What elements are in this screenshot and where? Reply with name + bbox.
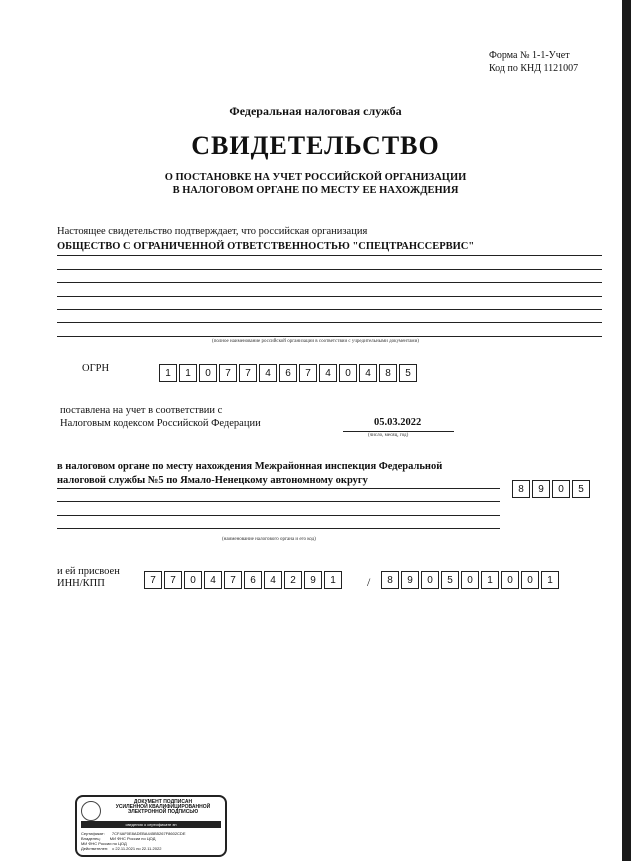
tax-office-code-digit: 8 [512, 480, 530, 498]
valid-value: с 22.11.2021 по 22.11.2022 [112, 846, 162, 851]
tax-line-4 [57, 528, 500, 529]
ogrn-digit: 0 [199, 364, 217, 382]
ogrn-digit: 1 [159, 364, 177, 382]
tax-office-code-digit: 9 [532, 480, 550, 498]
assigned-line-1: и ей присвоен [57, 566, 120, 577]
document-title: СВИДЕТЕЛЬСТВО [191, 131, 440, 160]
kpp-digit: 0 [461, 571, 479, 589]
owner-label: Владелец: [81, 836, 101, 841]
inn-digit: 9 [304, 571, 322, 589]
assigned-line-2: ИНН/КПП [57, 578, 105, 589]
kpp-digit: 1 [541, 571, 559, 589]
date-caption: (число, месяц, год) [368, 433, 409, 438]
kpp-digit: 0 [421, 571, 439, 589]
tax-office-code-digit: 0 [552, 480, 570, 498]
inn-kpp-separator: / [367, 575, 371, 589]
inn-digit: 4 [204, 571, 222, 589]
inn-digit: 1 [324, 571, 342, 589]
tax-office-code-cells [512, 480, 592, 498]
inn-digit: 4 [264, 571, 282, 589]
tax-office-caption: (наименование налогового органа и его код) [222, 537, 316, 542]
inn-digit: 7 [144, 571, 162, 589]
kpp-digit: 5 [441, 571, 459, 589]
cert-label: Сертификат: [81, 831, 105, 836]
inn-digit: 7 [164, 571, 182, 589]
org-line-1 [57, 255, 602, 256]
electronic-signature-stamp [75, 795, 227, 857]
ogrn-digit: 7 [299, 364, 317, 382]
inn-digit: 0 [184, 571, 202, 589]
tax-office-line-1: в налоговом органе по месту нахождения Межрайонная инспекция Федеральной [57, 461, 443, 472]
ogrn-label: ОГРН [82, 363, 110, 374]
inn-digit: 7 [224, 571, 242, 589]
emblem-icon [81, 801, 101, 821]
stamp-line-1: ДОКУМЕНТ ПОДПИСАН [133, 799, 193, 805]
subtitle-line-2: В НАЛОГОВОМ ОРГАНЕ ПО МЕСТУ ЕЕ НАХОЖДЕНИЯ [172, 185, 459, 196]
ogrn-digit: 1 [179, 364, 197, 382]
tax-office-line-2: налоговой службы №5 по Ямало-Ненецкому автономному округу [57, 475, 368, 486]
org-line-6 [57, 322, 602, 323]
org-line-7 [57, 336, 602, 337]
subtitle-line-1: О ПОСТАНОВКЕ НА УЧЕТ РОССИЙСКОЙ ОРГАНИЗАЦИИ [164, 172, 467, 183]
ogrn-digit: 4 [259, 364, 277, 382]
org-line-4 [57, 296, 602, 297]
knd-code: Код по КНД 1121007 [489, 63, 579, 74]
stamp-bar: сведения о сертификате эп [81, 821, 221, 828]
valid-label: Действителен: [81, 846, 109, 851]
tax-line-1 [57, 488, 500, 489]
agency-name: Федеральная налоговая служба [229, 104, 402, 118]
ogrn-digit: 0 [339, 364, 357, 382]
cert-value: 7CF4AF0E8ADEBA445B5267F8602CDE [111, 831, 186, 836]
org-line-2 [57, 269, 602, 270]
scan-edge [622, 0, 631, 861]
inn-digit: 6 [244, 571, 262, 589]
tax-office-code-digit: 5 [572, 480, 590, 498]
inn-digit: 2 [284, 571, 302, 589]
ogrn-digit: 4 [359, 364, 377, 382]
ogrn-digit: 7 [239, 364, 257, 382]
ogrn-digit: 4 [319, 364, 337, 382]
ogrn-digit: 5 [399, 364, 417, 382]
date-line [343, 431, 454, 432]
org-line-5 [57, 309, 602, 310]
ogrn-digit: 6 [279, 364, 297, 382]
tax-line-2 [57, 501, 500, 502]
kpp-digit: 9 [401, 571, 419, 589]
owner-value-2: МИ ФНС России по ЦОД [81, 841, 127, 846]
kpp-digit: 0 [521, 571, 539, 589]
form-number: Форма № 1-1-Учет [489, 50, 570, 61]
kpp-cells [381, 571, 561, 589]
registered-line-2: Налоговым кодексом Российской Федерации [60, 418, 261, 429]
stamp-line-2: УСИЛЕННОЙ КВАЛИФИЦИРОВАННОЙ [115, 804, 211, 810]
stamp-line-3: ЭЛЕКТРОННОЙ ПОДПИСЬЮ [127, 809, 199, 815]
kpp-digit: 0 [501, 571, 519, 589]
tax-line-3 [57, 515, 500, 516]
intro-text: Настоящее свидетельство подтверждает, что российская организация [57, 226, 368, 237]
org-caption: (полное наименование российской организации в соответствии с учредительными документами) [212, 339, 419, 344]
ogrn-digit: 8 [379, 364, 397, 382]
inn-cells [144, 571, 344, 589]
ogrn-cells [159, 364, 419, 382]
owner-value: МИ ФНС России по ЦОД [109, 836, 156, 841]
kpp-digit: 8 [381, 571, 399, 589]
ogrn-digit: 7 [219, 364, 237, 382]
organization-name: ОБЩЕСТВО С ОГРАНИЧЕННОЙ ОТВЕТСТВЕННОСТЬЮ "СПЕЦТРАНССЕРВИС" [57, 241, 475, 252]
registered-line-1: поставлена на учет в соответствии с [60, 405, 223, 416]
org-line-3 [57, 282, 602, 283]
registration-date: 05.03.2022 [374, 417, 422, 428]
kpp-digit: 1 [481, 571, 499, 589]
